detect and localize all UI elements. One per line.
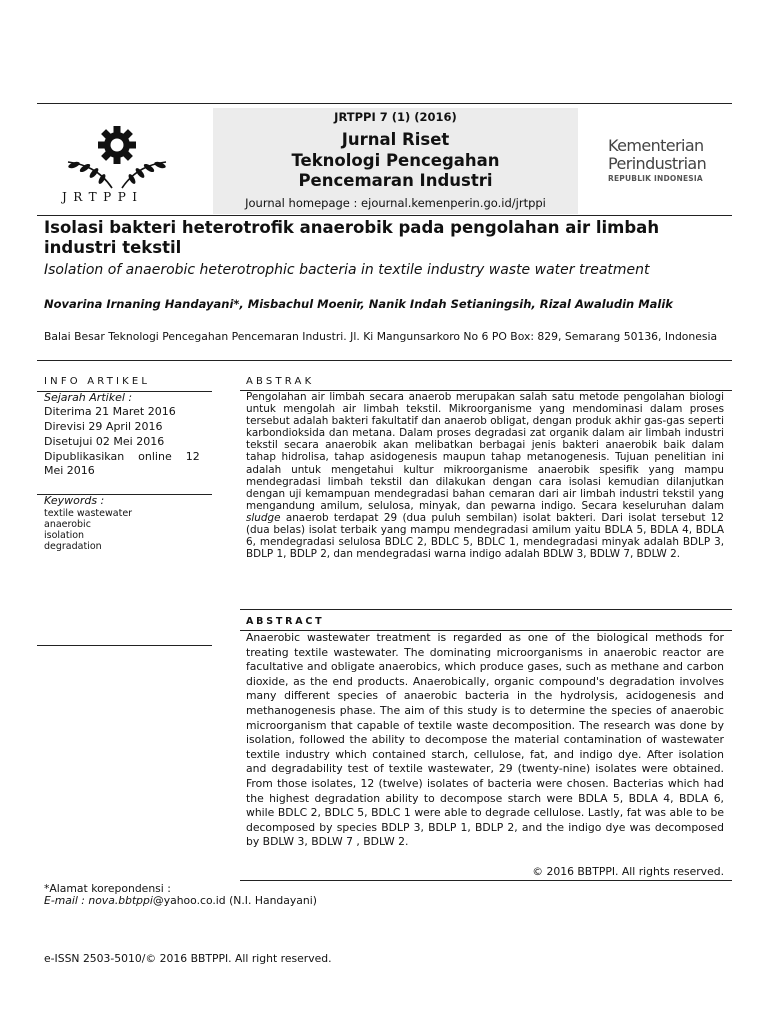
journal-homepage: Journal homepage : ejournal.kemenperin.go.id/jrtppi: [245, 196, 546, 210]
ministry-name-line1: Kementerian: [608, 136, 704, 155]
abstrak-heading: ABSTRAK: [246, 376, 315, 387]
title-rule: [37, 360, 732, 361]
email-user: nova.bbtppi: [88, 894, 153, 907]
issn-footer: e-ISSN 2503-5010/© 2016 BBTPPI. All right reserved.: [44, 952, 332, 965]
keywords-list: [44, 508, 132, 552]
jrtppi-logo-text: JRTPPI: [62, 190, 144, 204]
correspondence-email: [44, 894, 317, 907]
journal-title-line: Teknologi Pencegahan: [291, 150, 500, 170]
keyword: isolation: [44, 530, 85, 541]
info-heading: INFO ARTIKEL: [44, 376, 151, 387]
ministry-name-line2: Perindustrian: [608, 154, 707, 173]
journal-issue: JRTPPI 7 (1) (2016): [334, 110, 457, 124]
date-published-cont: Mei 2016: [44, 464, 95, 477]
abstrak-text-part: anaerob terdapat 29 (dua puluh sembilan) isolat bakteri. Dari isolat tersebut 12 (dua belas) isolat terbaik yang mampu mendegradasi amilum yaitu BDLA 5, BDLA 4, BDLA 6, mendegradasi selulosa BDLC 2, BDLC 5, BDLC 1, mendegradasi minyak adalah BDLP 3, BDLP 1, BDLP 2, dan mendegradasi warna indigo adalah BDLW 3, BDLW 7, BDLW 2.: [246, 511, 724, 561]
date-revised: Direvisi 29 April 2016: [44, 420, 163, 433]
email-domain: @yahoo.co.id (N.I. Handayani): [152, 894, 317, 907]
abstract-top-rule: [240, 609, 732, 610]
correspondence-label: *Alamat korepondensi :: [44, 882, 171, 895]
top-rule: [37, 103, 732, 104]
date-accepted: Disetujui 02 Mei 2016: [44, 435, 165, 448]
ministry-country: REPUBLIK INDONESIA: [608, 174, 703, 183]
article-affiliation: Balai Besar Teknologi Pencegahan Pencemaran Industri. Jl. Ki Mangunsarkoro No 6 PO Box: 829, Semarang 50136, Indonesia: [44, 330, 718, 343]
keyword: anaerobic: [44, 519, 91, 530]
abstract-bottom-rule: [240, 880, 732, 881]
journal-title-line: Pencemaran Industri: [298, 171, 493, 190]
history-label: Sejarah Artikel :: [44, 391, 133, 404]
date-published: Dipublikasikan online 12: [44, 450, 200, 463]
article-title: Isolasi bakteri heterotrofik anaerobik pada pengolahan air limbah industri tekstil: [44, 218, 660, 257]
gear-leaf-logo-icon: [60, 118, 190, 198]
header-rule: [37, 215, 732, 216]
abstract-text: Anaerobic wastewater treatment is regarded as one of the biological methods for treating textile wastewater. The dominating microorganisms in anaerobic reactor are facultative and obligate anaerobics, which produce gases, such as methane and carbon dioxide, as the end products. Anaerobically, organic compound's degradation involves many different species of anaerobic bacteria in the hydrolysis, acidogenesis and methanogenesis phase. The aim of this study is to determine the species of anaerobic microorganism that capable of textile waste decomposition. The research was done by isolation, followed the ability to decompose the material contamination of wastewater textile industry which contained starch, cellulose, fat, and indigo dye. After isolation and degradability test of textile wastewater, 29 (twenty-nine) isolates were obtained. From those isolates, 12 (twelve) isolates of bacteria were chosen. Bacterias which had the highest degradation ability to decompose starch were BDLA 5, BDLA 4, BDLA 6, while BDLC 2, BDLC 5, BDLC 1 were able to degrade cellulose. Lastly, fat was able to be decomposed by species BDLP 3, BDLP 1, BDLP 2, and the indigo dye was decomposed by BDLW 3, BDLW 7 , BDLW 2.: [246, 631, 724, 849]
keyword: textile wastewater: [44, 508, 133, 519]
journal-title-line: Jurnal Riset: [341, 130, 450, 149]
article-subtitle: Isolation of anaerobic heterotrophic bacteria in textile industry waste water treatment: [44, 262, 650, 278]
copyright-notice: © 2016 BBTPPI. All rights reserved.: [532, 865, 724, 878]
journal-title: [213, 130, 578, 192]
abstrak-sludge-term: sludge: [246, 511, 281, 524]
article-authors: Novarina Irnaning Handayani*, Misbachul Moenir, Nanik Indah Setianingsih, Rizal Awaludin Malik: [44, 297, 673, 311]
date-received: Diterima 21 Maret 2016: [44, 405, 176, 418]
keywords-label: Keywords :: [44, 494, 105, 507]
email-label: E-mail :: [44, 894, 89, 907]
abstract-heading: ABSTRACT: [246, 616, 325, 627]
keyword: degradation: [44, 541, 102, 552]
left-column-bottom-rule: [37, 645, 212, 646]
abstrak-text-part: Pengolahan air limbah secara anaerob merupakan salah satu metode pengolahan biologi untuk mengolah air limbah tekstil. Mikroorganisme yang mendominasi dalam proses tersebut adalah bakteri fakultatif dan anaerob obligat, dengan produk akhir gas-gas seperti karbondioksida dan metana. Dalam proses degradasi zat organik dalam air limbah industri tekstil secara anaerobik akan melibatkan berbagai jenis bakteri anaerobik baik dalam tahap hidrolisa, tahap asidogenesis maupun tahap metanogenesis. Tujuan penelitian ini adalah untuk mengetahui kultur mikroorganisme anaerobik spesifik yang mampu mendegradasi limbah tekstil dan dilakukan dengan cara isolasi kemudian dilanjutkan dengan uji kemampuan mendegradasi bahan cemaran dari air limbah industri tekstil yang mengandung amilum, selulosa, minyak, dan pewarna indigo. Secara keseluruhan dalam: [246, 391, 724, 512]
abstrak-text: [246, 391, 724, 560]
